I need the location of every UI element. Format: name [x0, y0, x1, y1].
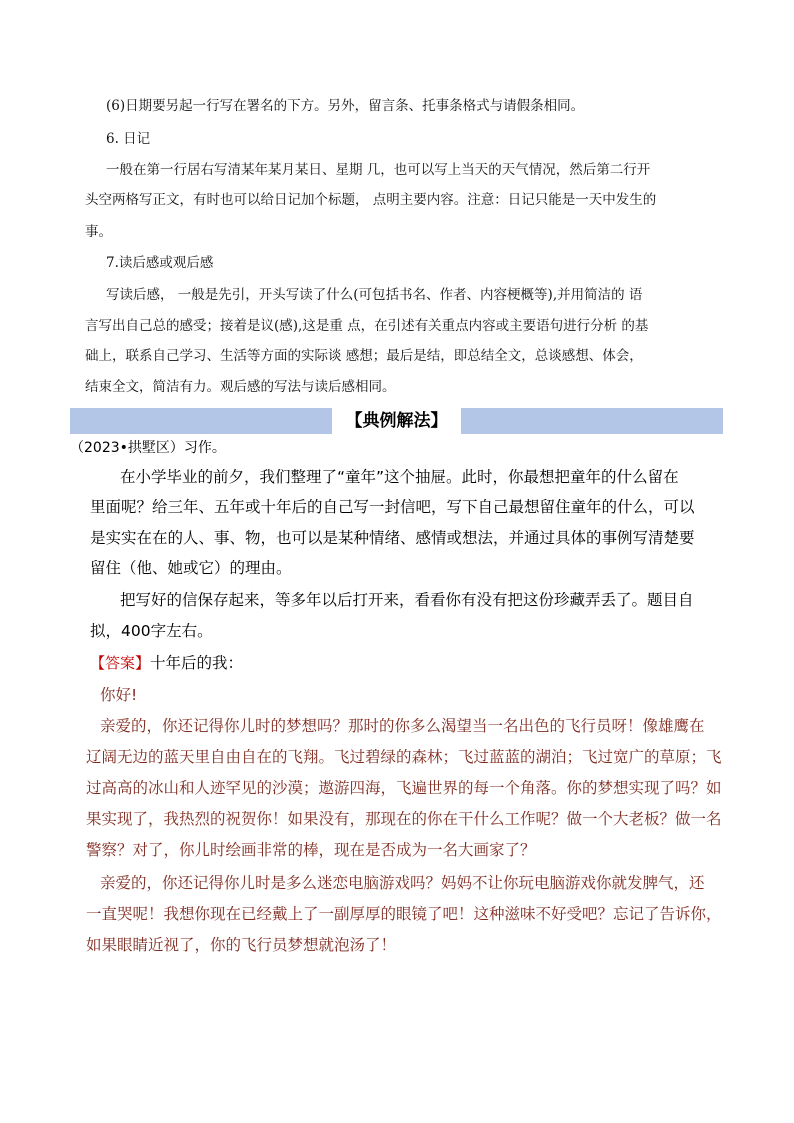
knowledge-line: 事。 [85, 224, 112, 240]
answer-line: 亲爱的，你还记得你儿时是多么迷恋电脑游戏吗？妈妈不让你玩电脑游戏你就发脾气，还 [100, 874, 705, 892]
answer-line: 果实现了，我热烈的祝贺你！如果没有，那现在的你在干什么工作呢？做一个大老板？做一名 [86, 810, 722, 828]
question-line: 在小学毕业的前夕，我们整理了“童年”这个抽屉。此时，你最想把童年的什么留在 [120, 468, 679, 486]
answer-line: 辽阔无边的蓝天里自由自在的飞翔。飞过碧绿的森林；飞过蓝蓝的湖泊；飞过宽广的草原；飞 [86, 748, 722, 766]
question-source: （2023•拱墅区）习作。 [70, 440, 226, 456]
banner-title: 【典例解法】 [345, 411, 448, 431]
question-line: 里面呢？给三年、五年或十年后的自己写一封信吧，写下自己最想留住童年的什么，可以 [90, 498, 695, 516]
knowledge-line: 头空两格写正文，有时也可以给日记加个标题， 点明主要内容。注意：日记只能是一天中发生的 [85, 192, 657, 208]
section-banner [70, 408, 723, 434]
answer-line: 如果眼睛近视了，你的飞行员梦想就泡汤了！ [86, 936, 397, 954]
answer-tag: 【答案】 [90, 654, 151, 672]
knowledge-line: (6)日期要另起一行写在署名的下方。另外，留言条、托事条格式与请假条相同。 [106, 98, 585, 114]
answer-line: 亲爱的，你还记得你儿时的梦想吗？那时的你多么渴望当一名出色的飞行员呀！像雄鹰在 [100, 717, 705, 735]
answer-line: 过高高的冰山和人迹罕见的沙漠；遨游四海，飞遍世界的每一个角落。你的梦想实现了吗？如 [86, 779, 722, 797]
knowledge-line: 写读后感， 一般是先引，开头写读了什么(可包括书名、作者、内容梗概等),并用简洁的 语 [106, 287, 643, 303]
question-line: 拟，400字左右。 [90, 622, 213, 640]
knowledge-line: 言写出自己总的感受；接着是议(感),这是重 点，在引述有关重点内容或主要语句进行分析 的基 [85, 318, 649, 334]
knowledge-line: 结束全文，简洁有力。观后感的写法与读后感相同。 [85, 379, 396, 395]
question-line: 是实实在在的人、事、物，也可以是某种情绪、感情或想法，并通过具体的事例写清楚要 [90, 529, 695, 547]
answer-letter-title: 十年后的我： [150, 654, 244, 672]
knowledge-heading-diary: 6. 日记 [106, 131, 151, 147]
knowledge-line: 一般在第一行居右写清某年某月某日、星期 几，也可以写上当天的天气情况，然后第二行开 [106, 162, 651, 178]
question-line: 留住（他、她或它）的理由。 [90, 559, 292, 577]
answer-header [90, 652, 243, 674]
answer-line: 警察？对了，你儿时绘画非常的棒，现在是否成为一名大画家了？ [86, 841, 536, 859]
knowledge-line: 础上，联系自己学习、生活等方面的实际谈 感想；最后是结，即总结全文，总谈感想、体会， [85, 348, 643, 364]
knowledge-heading-review: 7.读后感或观后感 [106, 255, 214, 271]
question-line: 把写好的信保存起来，等多年以后打开来，看看你有没有把这份珍藏弄丢了。题目自 [120, 591, 694, 609]
answer-line: 一直哭呢！我想你现在已经戴上了一副厚厚的眼镜了吧！这种滋味不好受吧？忘记了告诉你， [86, 905, 722, 923]
answer-greeting: 你好! [100, 686, 138, 704]
banner-bar-left [70, 408, 332, 434]
banner-bar-right [461, 408, 723, 434]
